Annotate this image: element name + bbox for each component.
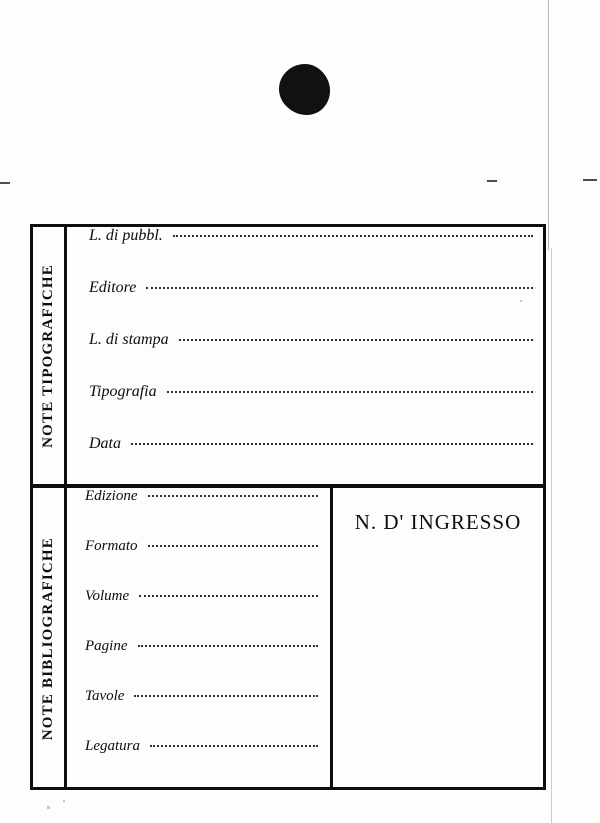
registration-dash-far-right — [583, 179, 597, 181]
field-label-editore: Editore — [89, 279, 137, 296]
field-input-data[interactable] — [131, 433, 533, 445]
field-row[interactable] — [67, 488, 330, 538]
side-label-text: NOTE BIBLIOGRAFICHE — [40, 536, 56, 741]
field-input-volume[interactable] — [139, 585, 318, 597]
field-label-formato: Formato — [85, 538, 138, 554]
field-row[interactable] — [67, 638, 330, 688]
ink-blot — [279, 64, 329, 114]
field-label-l-di-stampa: L. di stampa — [89, 331, 169, 348]
tipografiche-field-list — [67, 227, 543, 484]
field-row[interactable] — [67, 383, 543, 435]
section-side-label-bibliografiche — [33, 488, 67, 789]
field-input-legatura[interactable] — [150, 735, 318, 747]
scan-line-artifact-lower — [551, 248, 552, 823]
field-row[interactable] — [67, 435, 543, 487]
field-label-legatura: Legatura — [85, 738, 141, 754]
field-label-l-di-pubbl: L. di pubbl. — [89, 227, 163, 244]
field-label-edizione: Edizione — [85, 488, 138, 504]
field-input-edizione[interactable] — [148, 485, 319, 497]
field-label-volume: Volume — [85, 588, 130, 604]
field-input-pagine[interactable] — [138, 635, 319, 647]
field-label-tavole: Tavole — [85, 688, 125, 704]
registration-dash-left — [0, 182, 10, 184]
side-label-text: NOTE TIPOGRAFICHE — [40, 263, 56, 448]
field-row[interactable] — [67, 331, 543, 383]
paper-speckle — [47, 806, 50, 809]
paper-speckle — [63, 800, 65, 802]
scan-line-artifact — [548, 0, 549, 250]
field-input-editore[interactable] — [146, 277, 533, 289]
field-row[interactable] — [67, 227, 543, 279]
field-row[interactable] — [67, 588, 330, 638]
field-label-pagine: Pagine — [85, 638, 128, 654]
section-note-tipografiche — [33, 227, 543, 488]
field-row[interactable] — [67, 688, 330, 738]
field-row[interactable] — [67, 738, 330, 788]
ingresso-title: N. D' INGRESSO — [354, 510, 522, 534]
field-row[interactable] — [67, 538, 330, 588]
catalog-card — [30, 224, 546, 790]
field-input-tavole[interactable] — [134, 685, 318, 697]
registration-dash-right — [487, 180, 497, 182]
field-input-tipografia[interactable] — [167, 381, 533, 393]
field-label-tipografia: Tipografia — [89, 383, 157, 400]
section-note-bibliografiche — [33, 488, 543, 789]
field-input-l-di-stampa[interactable] — [179, 329, 533, 341]
field-input-formato[interactable] — [148, 535, 319, 547]
field-label-data: Data — [89, 435, 121, 452]
field-input-l-di-pubbl[interactable] — [173, 225, 533, 237]
bibliografiche-field-list — [67, 488, 333, 789]
field-row[interactable] — [67, 279, 543, 331]
section-side-label-tipografiche — [33, 227, 67, 484]
ingresso-box[interactable] — [333, 488, 543, 789]
